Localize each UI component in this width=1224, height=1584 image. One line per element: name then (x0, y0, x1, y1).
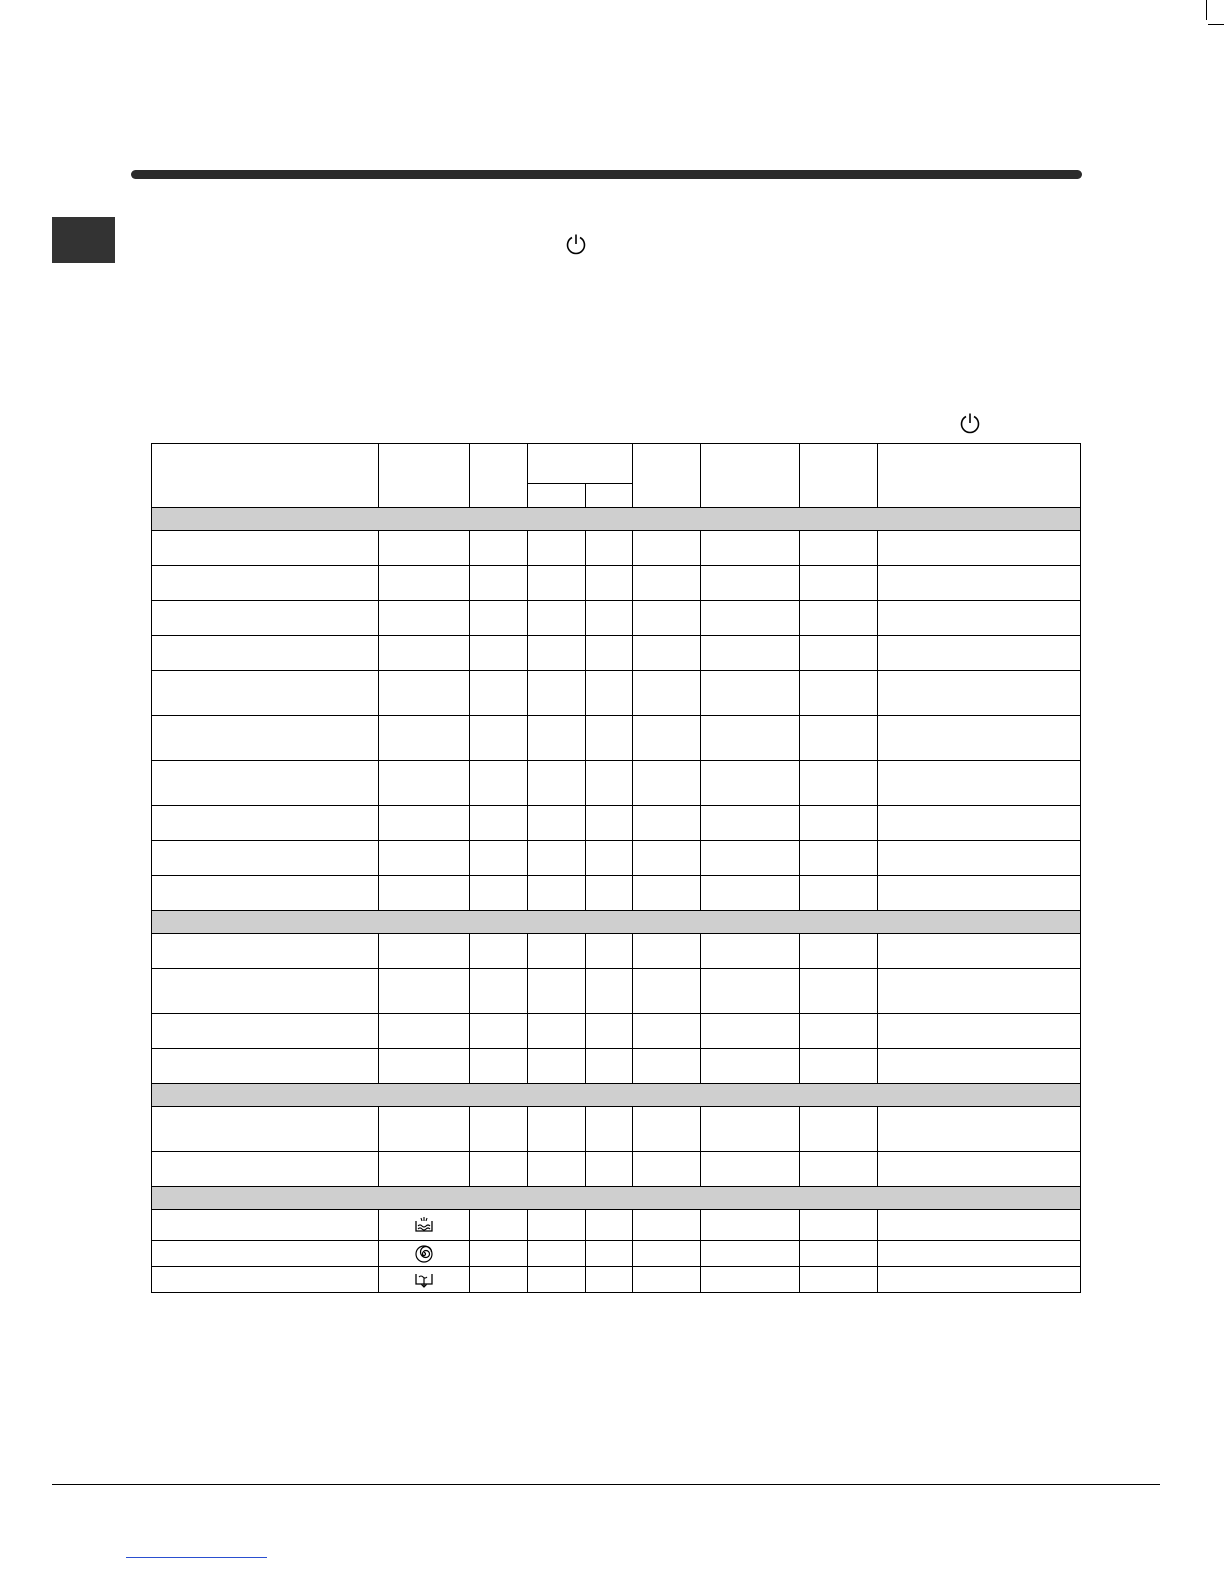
table-row (152, 1267, 1081, 1293)
footer-link-underline[interactable] (126, 1557, 267, 1558)
drain-icon (413, 1269, 435, 1291)
table-row (152, 1049, 1081, 1084)
table-row (152, 969, 1081, 1014)
table-row (152, 1014, 1081, 1049)
header-cell (633, 444, 701, 508)
table-row (152, 1152, 1081, 1187)
header-cell (528, 484, 586, 508)
header-rule (131, 170, 1082, 179)
section-row (152, 911, 1081, 934)
header-cell (528, 444, 633, 484)
header-cell (878, 444, 1081, 508)
section-row (152, 1084, 1081, 1107)
section-row (152, 508, 1081, 531)
table-row (152, 716, 1081, 761)
table-row (152, 566, 1081, 601)
power-icon (958, 411, 982, 435)
table-row (152, 934, 1081, 969)
table-row (152, 531, 1081, 566)
table-row (152, 671, 1081, 716)
crop-mark-vertical (1206, 0, 1207, 20)
language-tab (52, 217, 115, 263)
table-row (152, 636, 1081, 671)
crop-mark-horizontal (1208, 24, 1224, 25)
table-row (152, 841, 1081, 876)
table-row (152, 1107, 1081, 1152)
table-row (152, 806, 1081, 841)
header-cell (152, 444, 379, 508)
table-header-row (152, 444, 1081, 484)
header-cell (470, 444, 528, 508)
footer-rule (52, 1484, 1160, 1485)
table-row (152, 1241, 1081, 1267)
power-icon (564, 232, 588, 256)
table-row (152, 761, 1081, 806)
section-row (152, 1187, 1081, 1210)
header-cell (586, 484, 633, 508)
table-row (152, 601, 1081, 636)
table-row (152, 1210, 1081, 1241)
programmes-table (151, 443, 1081, 1293)
header-cell (379, 444, 470, 508)
header-cell (800, 444, 878, 508)
header-cell (701, 444, 800, 508)
rinse-icon (413, 1214, 435, 1236)
spin-icon (413, 1243, 435, 1265)
table-row (152, 876, 1081, 911)
